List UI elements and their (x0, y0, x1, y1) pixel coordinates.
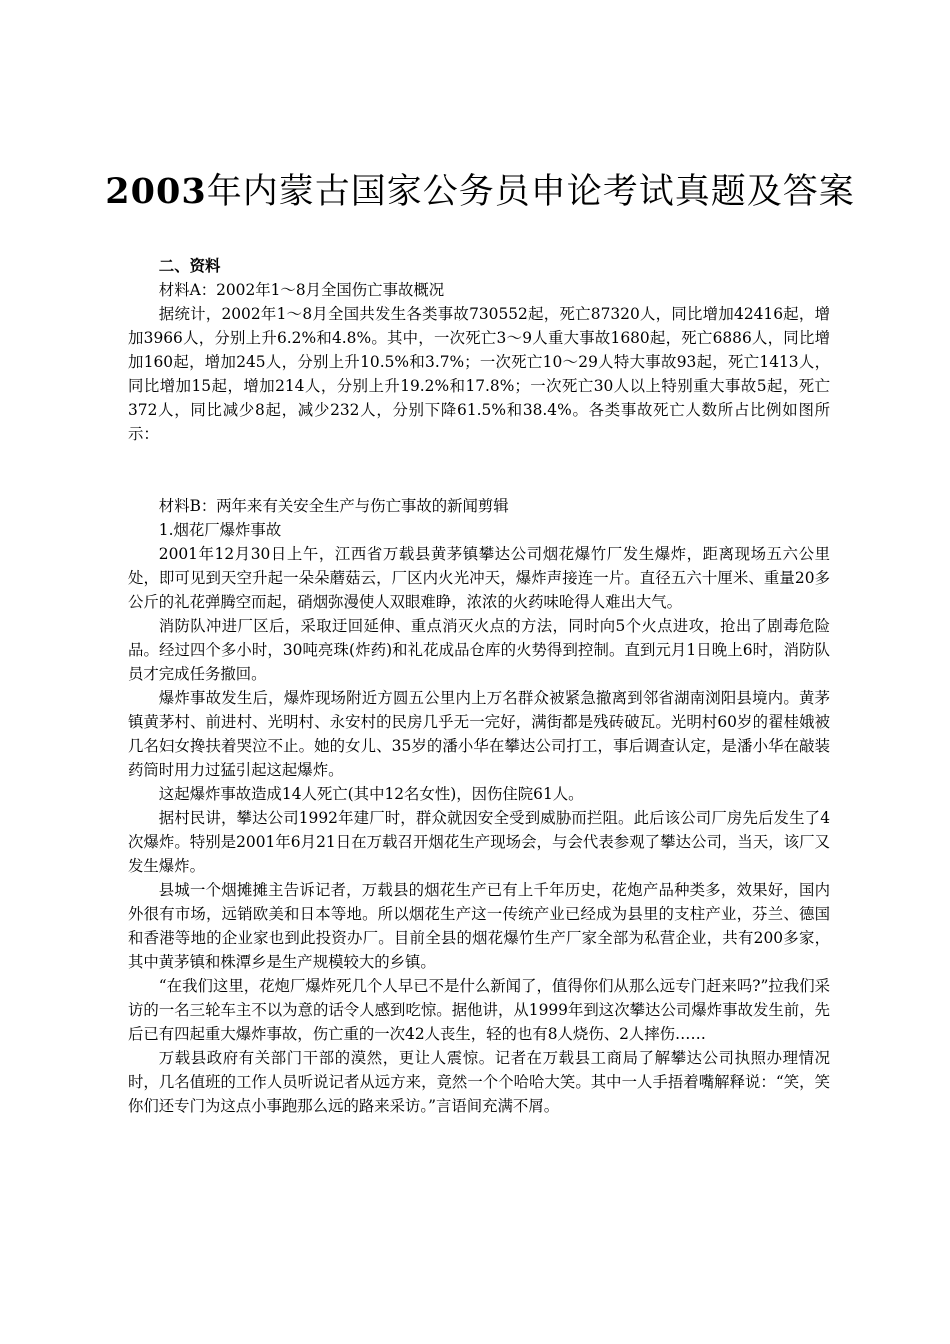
paragraph: 2001年12月30日上午，江西省万载县黄茅镇攀达公司烟花爆竹厂发生爆炸，距离现场五六公里处，即可见到天空升起一朵朵蘑菇云，厂区内火光冲天，爆炸声接连一片。直径五六十厘米、重量20多公斤的礼花弹腾空而起，硝烟弥漫使人双眼难睁，浓浓的火药味呛得人难出大气。 (128, 545, 830, 611)
material-a-paragraph: 据统计，2002年1～8月全国共发生各类事故730552起，死亡87320人，同比增加42416起，增加3966人，分别上升6.2%和4.8%。其中，一次死亡3～9人重大事故1680起，死亡6886人，同比增加160起，增加245人，分别上升10.5%和3.7%；一次死亡10～29人特大事故93起，死亡1413人，同比增加15起，增加214人，分别上升19.2%和17.8%；一次死亡30人以上特别重大事故5起，死亡372人，同比减少8起，减少232人，分别下降61.5%和38.4%。各类事故死亡人数所占比例如图所示： (128, 305, 830, 443)
paragraph: 爆炸事故发生后，爆炸现场附近方圆五公里内上万名群众被紧急撤离到邻省湖南浏阳县境内。黄茅镇黄茅村、前进村、光明村、永安村的民房几乎无一完好，满街都是残砖破瓦。光明村60岁的翟桂娥被几名妇女搀扶着哭泣不止。她的女儿、35岁的潘小华在攀达公司打工，事后调查认定，是潘小华在敲装药筒时用力过猛引起这起爆炸。 (128, 689, 830, 779)
paragraph: 消防队冲进厂区后，采取迂回延伸、重点消灭火点的方法，同时向5个火点进攻，抢出了剧毒危险品。经过四个多小时，30吨亮珠(炸药)和礼花成品仓库的火势得到控制。直到元月1日晚上6时，消防队员才完成任务撤回。 (128, 617, 830, 683)
chart-placeholder-gap (128, 446, 830, 494)
title-text: 年内蒙古国家公务员申论考试真题及答案 (206, 172, 855, 212)
title-year: 2003 (105, 171, 207, 212)
material-b-subheading: 1.烟花厂爆炸事故 (158, 521, 282, 539)
material-b-heading: 材料B：两年来有关安全生产与伤亡事故的新闻剪辑 (158, 497, 509, 515)
document-body (128, 254, 830, 1118)
paragraph: 万载县政府有关部门干部的漠然，更让人震惊。记者在万载县工商局了解攀达公司执照办理情况时，几名值班的工作人员听说记者从远方来，竟然一个个哈哈大笑。其中一人手捂着嘴解释说：“笑，笑你们还专门为这点小事跑那么远的路来采访。”言语间充满不屑。 (128, 1049, 830, 1115)
document-title (100, 168, 860, 216)
material-a-heading: 材料A：2002年1～8月全国伤亡事故概况 (158, 281, 445, 299)
paragraph: “在我们这里，花炮厂爆炸死几个人早已不是什么新闻了，值得你们从那么远专门赶来吗?”拉我们采访的一名三轮车主不以为意的话令人感到吃惊。据他讲，从1999年到这次攀达公司爆炸事故发生前，先后已有四起重大爆炸事故，伤亡重的一次42人丧生，轻的也有8人烧伤、2人摔伤…… (128, 977, 830, 1043)
paragraph: 县城一个烟摊摊主告诉记者，万载县的烟花生产已有上千年历史，花炮产品种类多，效果好，国内外很有市场，远销欧美和日本等地。所以烟花生产这一传统产业已经成为县里的支柱产业，芬兰、德国和香港等地的企业家也到此投资办厂。目前全县的烟花爆竹生产厂家全部为私营企业，共有200多家，其中黄茅镇和株潭乡是生产规模较大的乡镇。 (128, 881, 830, 971)
paragraph: 据村民讲，攀达公司1992年建厂时，群众就因安全受到威胁而拦阻。此后该公司厂房先后发生了4次爆炸。特别是2001年6月21日在万载召开烟花生产现场会，与会代表参观了攀达公司，当天，该厂又发生爆炸。 (128, 809, 830, 875)
paragraph: 这起爆炸事故造成14人死亡(其中12名女性)，因伤住院61人。 (158, 785, 584, 803)
section-heading: 二、资料 (158, 257, 221, 275)
